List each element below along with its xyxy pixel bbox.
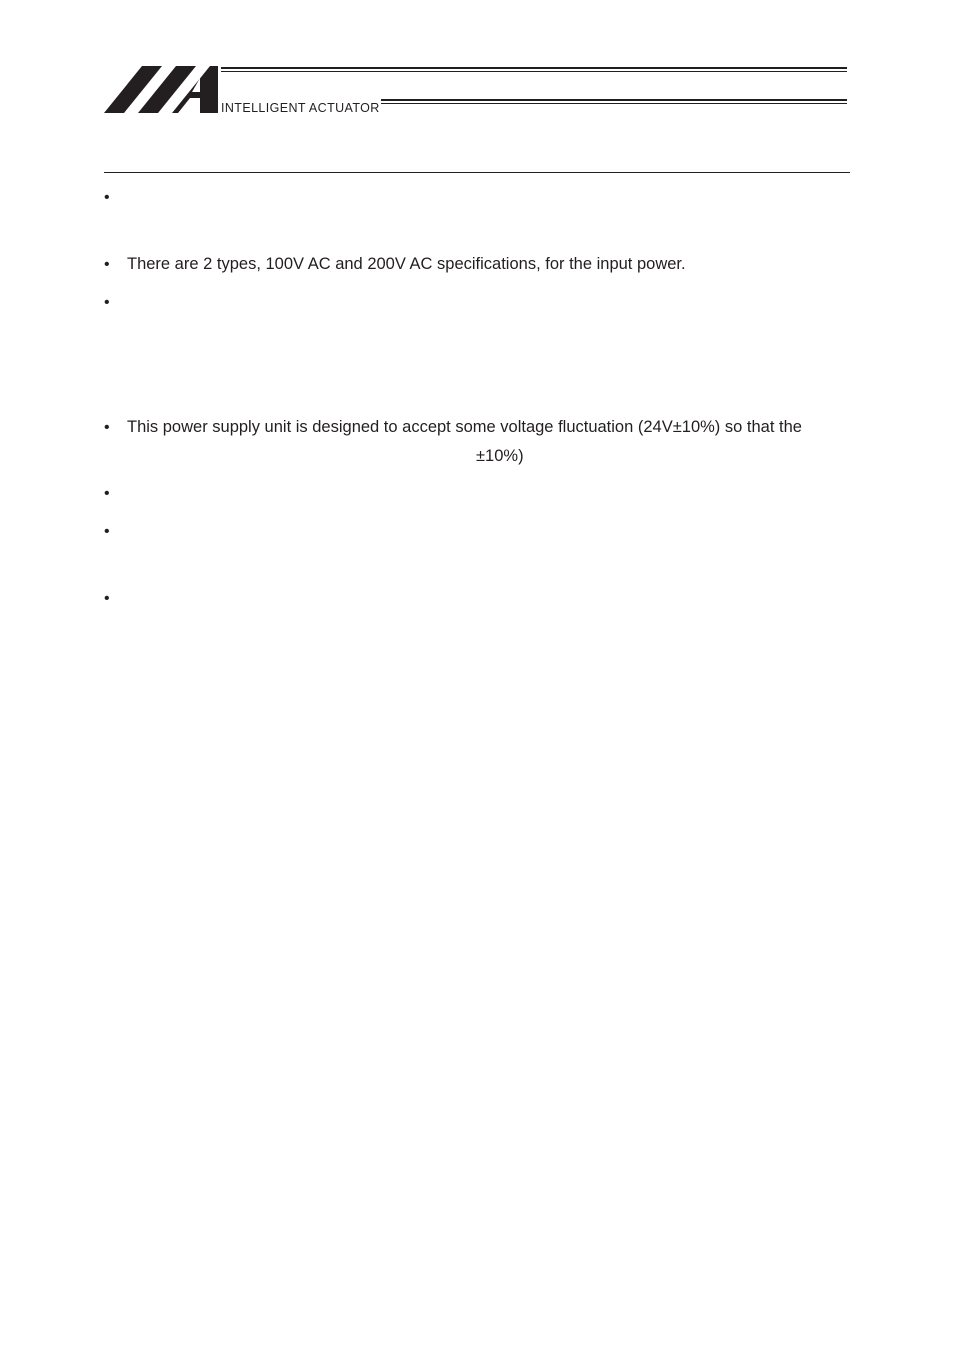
bullet-marker: •	[104, 256, 110, 273]
bullet-marker: •	[104, 419, 110, 436]
bullet-marker: •	[104, 523, 110, 540]
section-divider	[104, 172, 850, 173]
bullet-marker: •	[104, 189, 110, 206]
brand-name: INTELLIGENT ACTUATOR	[221, 101, 380, 115]
iai-logo-icon	[104, 66, 218, 114]
bullet-marker: •	[104, 590, 110, 607]
bullet-text: There are 2 types, 100V AC and 200V AC specifications, for the input power.	[127, 255, 686, 273]
bullet-marker: •	[104, 485, 110, 502]
header-rule-top	[221, 67, 847, 69]
bullet-continuation-text: ±10%)	[476, 447, 524, 465]
bullet-text: This power supply unit is designed to accept some voltage fluctuation (24V±10%) so that the	[127, 418, 802, 436]
header-rule-mid-thin	[381, 103, 847, 104]
page-header	[0, 0, 954, 130]
header-rule-mid	[381, 99, 847, 101]
header-rule-top-thin	[221, 71, 847, 72]
bullet-marker: •	[104, 294, 110, 311]
